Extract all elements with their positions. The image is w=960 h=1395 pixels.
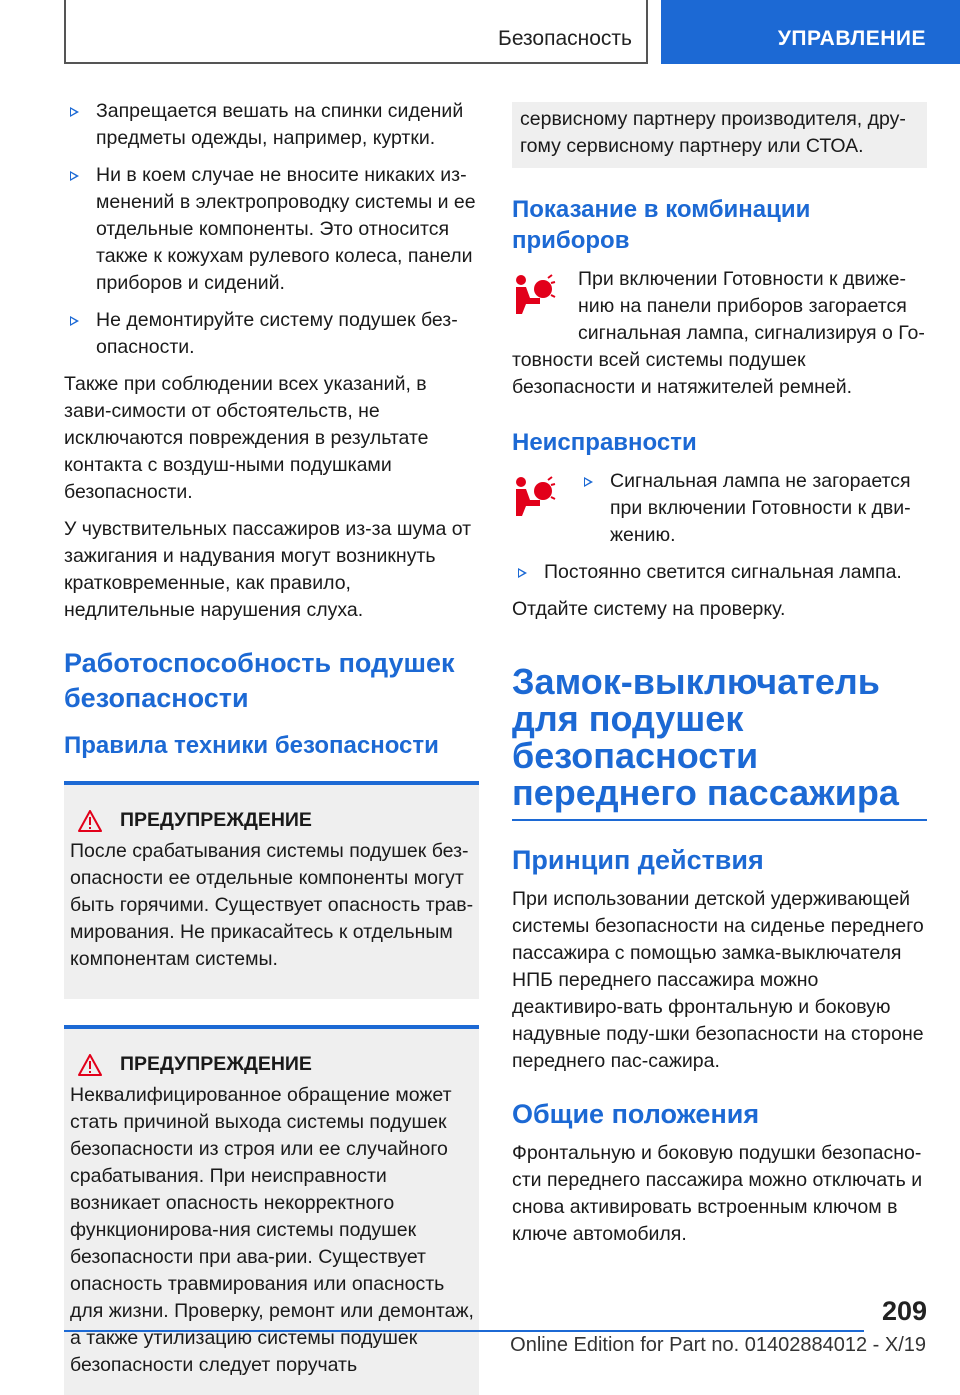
paragraph: У чувствительных пассажиров из-за шума от зажигания и надувания могут возникнуть кратковременные, как правило, недлительные нарушения слуха. bbox=[64, 518, 472, 621]
subsection-heading: Показание в комбинации приборов bbox=[512, 196, 811, 254]
paragraph: При использовании детской удерживающей системы безопасности на сиденье переднего пассажира с помощью замка-выключателя НПБ переднего пассажира можно деактивиро-вать фронтальную и боковую надувные поду-шки безопасности на стороне переднего пас-сажира. bbox=[512, 888, 924, 1072]
bullet-triangle-icon bbox=[70, 171, 79, 181]
header-section-box bbox=[64, 0, 648, 64]
airbag-warning-icon bbox=[512, 274, 556, 316]
bullet-triangle-icon bbox=[70, 316, 79, 326]
warning-box bbox=[64, 1025, 479, 1395]
subsection-heading: Неисправности bbox=[512, 429, 697, 456]
warning-text: После срабатывания системы подушек без-опасности ее отдельные компоненты могут быть горячими. Существует опасность трав-мирования. Не прикасайтесь к отдельным компонентам системы. bbox=[70, 840, 474, 970]
section-heading: Работоспособность подушек безопасности bbox=[64, 648, 455, 713]
airbag-warning-icon bbox=[512, 476, 556, 518]
paragraph: Также при соблюдении всех указаний, в зави-симости от обстоятельств, не исключаются повреждения в результате контакта с воздуш-ными подушками безопасности. bbox=[64, 373, 429, 503]
bullet-triangle-icon bbox=[518, 568, 527, 578]
paragraph: товности всей системы подушек безопасности и натяжителей ремней. bbox=[512, 349, 853, 398]
left-column bbox=[64, 98, 479, 1395]
list-item: Сигнальная лампа не загорается при включении Готовности к дви-жению. bbox=[578, 468, 927, 549]
bullet-triangle-icon bbox=[70, 107, 79, 117]
header-chapter-title: УПРАВЛЕНИЕ bbox=[777, 27, 926, 50]
chapter-heading: Замок-выключатель для подушек безопасности переднего пассажира bbox=[512, 663, 927, 821]
footer-divider bbox=[64, 1330, 864, 1332]
header-section-title: Безопасность bbox=[498, 27, 632, 50]
bullet-triangle-icon bbox=[584, 477, 593, 487]
warning-continuation: сервисному партнеру производителя, дру-гому сервисному партнеру или СТОА. bbox=[512, 102, 927, 168]
page-number: 209 bbox=[881, 1296, 927, 1326]
indicator-block bbox=[512, 266, 927, 401]
right-column bbox=[512, 102, 927, 1258]
header-chapter-tab bbox=[661, 0, 960, 64]
subsection-heading: Правила техники безопасности bbox=[64, 732, 439, 759]
section-heading: Принцип действия bbox=[512, 845, 764, 875]
warning-triangle-icon bbox=[78, 810, 102, 832]
warning-title: ПРЕДУПРЕЖДЕНИЕ bbox=[120, 1053, 312, 1075]
list-item: Ни в коем случае не вносите никаких из-менений в электропроводку системы и ее отдельные компоненты. Это относится также к кожухам рулевого колеса, панели приборов и сидений. bbox=[64, 162, 479, 297]
warning-title: ПРЕДУПРЕЖДЕНИЕ bbox=[120, 809, 312, 831]
list-item: Запрещается вешать на спинки сидений предметы одежды, например, куртки. bbox=[64, 98, 479, 152]
paragraph: Фронтальную и боковую подушки безопасно-сти переднего пассажира можно отключать и снова активировать встроенным ключом в ключе автомобиля. bbox=[512, 1142, 923, 1245]
paragraph: Отдайте систему на проверку. bbox=[512, 598, 786, 620]
paragraph: При включении Готовности к движе-нию на панели приборов загорается сигнальная лампа, сигнализируя о Го- bbox=[578, 268, 925, 344]
warning-triangle-icon bbox=[78, 1054, 102, 1076]
section-heading: Общие положения bbox=[512, 1099, 760, 1129]
list-item: Не демонтируйте систему подушек без-опасности. bbox=[64, 307, 479, 361]
warning-box bbox=[64, 781, 479, 999]
list-item: Постоянно светится сигнальная лампа. bbox=[512, 559, 927, 586]
fault-block bbox=[512, 468, 927, 549]
footer-edition: Online Edition for Part no. 01402884012 - X/19 bbox=[510, 1334, 926, 1356]
warning-text: Неквалифицированное обращение может стать причиной выхода системы подушек безопасности из строя или ее случайного срабатывания. При неисправности возникает опасность некорректного функционирова-ния системы подушек безопасности при ава-рии. Существует опасность травмирования или опасность для жизни. Проверку, ремонт или демонтаж, а также утилизацию системы подушек безопасности следует поручать bbox=[70, 1084, 474, 1376]
